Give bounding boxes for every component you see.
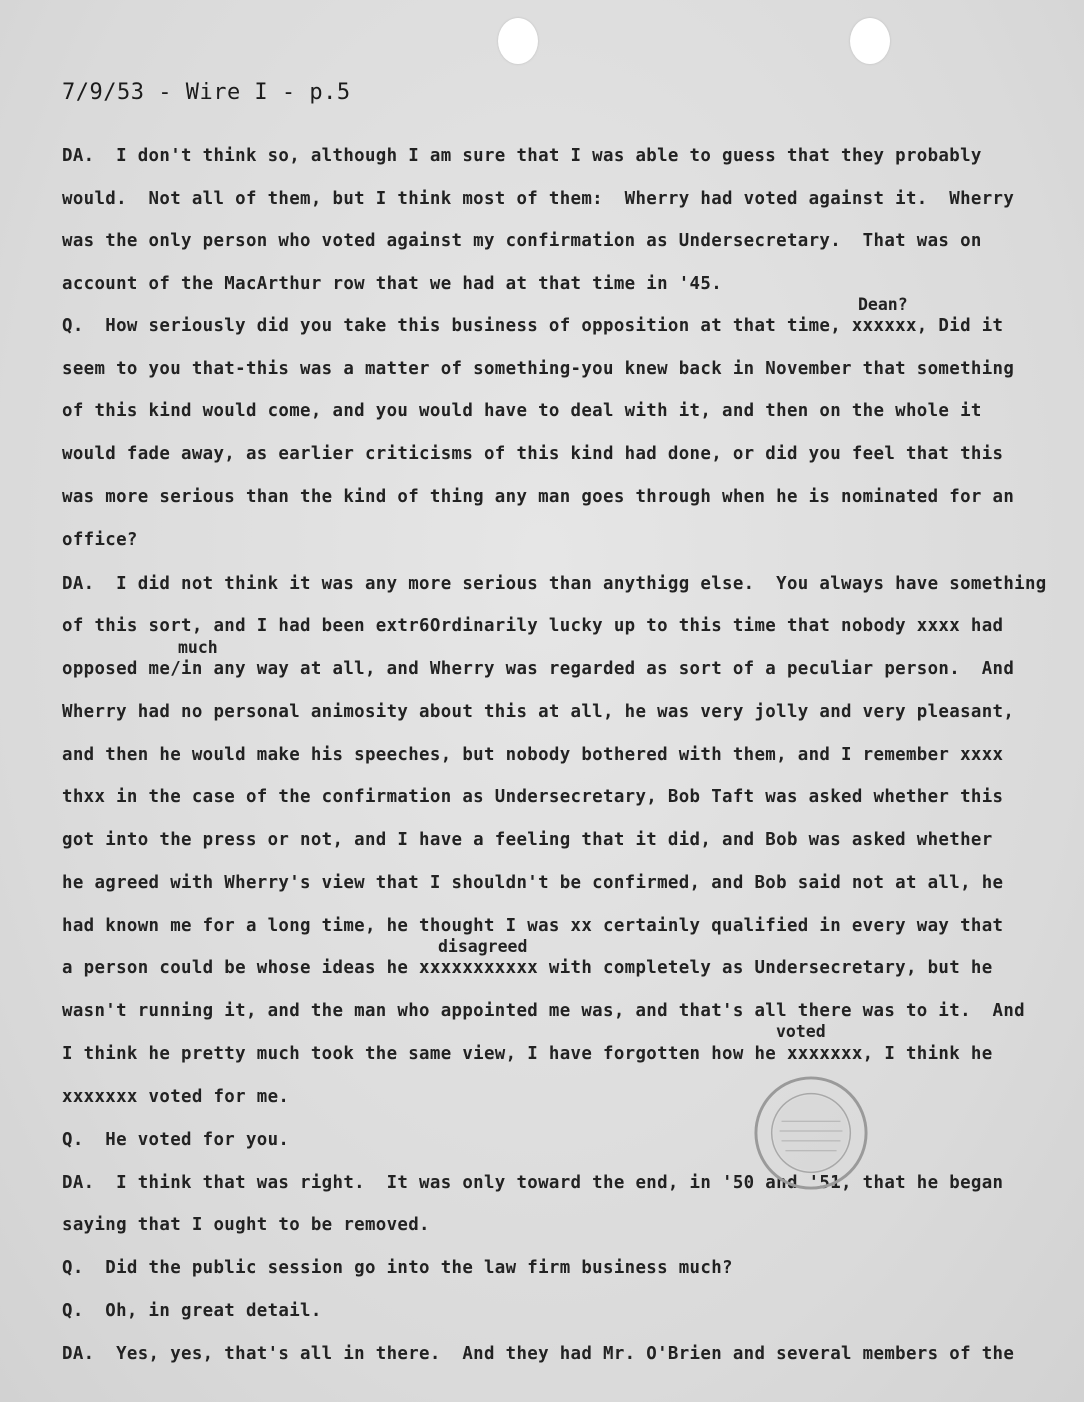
text-line: would. Not all of them, but I think most of them: Wherry had voted against it. Wherry bbox=[62, 189, 1015, 209]
text-line: had known me for a long time, he thought I was xx certainly qualified in every way that bbox=[62, 916, 1004, 936]
text-line: Q. He voted for you. bbox=[62, 1130, 290, 1150]
text-line: a person could be whose ideas he xxxxxxxxxxx with completely as Undersecretary, but he bbox=[62, 958, 993, 978]
text-line: Q. Oh, in great detail. bbox=[62, 1301, 322, 1321]
handwritten-note-disagreed: disagreed bbox=[438, 937, 528, 956]
text-line: xxxxxxx voted for me. bbox=[62, 1087, 290, 1107]
text-line: of this kind would come, and you would have to deal with it, and then on the whole it bbox=[62, 401, 982, 421]
text-line: account of the MacArthur row that we had at that time in '45. bbox=[62, 274, 723, 294]
text-line: DA. I don't think so, although I am sure that I was able to guess that they probably bbox=[62, 146, 982, 166]
text-line: was the only person who voted against my confirmation as Undersecretary. That was on bbox=[62, 231, 982, 251]
punch-hole-left bbox=[498, 18, 538, 64]
text-line: would fade away, as earlier criticisms of this kind had done, or did you feel that this bbox=[62, 444, 1004, 464]
text-line: wasn't running it, and the man who appointed me was, and that's all there was to it. And bbox=[62, 1001, 1025, 1021]
punch-hole-right bbox=[850, 18, 890, 64]
text-line: thxx in the case of the confirmation as Undersecretary, Bob Taft was asked whether this bbox=[62, 787, 1004, 807]
text-line: DA. Yes, yes, that's all in there. And they had Mr. O'Brien and several members of the bbox=[62, 1344, 1015, 1364]
text-line: of this sort, and I had been extr6Ordinarily lucky up to this time that nobody xxxx had bbox=[62, 616, 1004, 636]
text-line: was more serious than the kind of thing any man goes through when he is nominated for an bbox=[62, 487, 1015, 507]
text-line: he agreed with Wherry's view that I shouldn't be confirmed, and Bob said not at all, he bbox=[62, 873, 1004, 893]
page-header: 7/9/53 - Wire I - p.5 bbox=[62, 80, 351, 105]
text-line: Wherry had no personal animosity about this at all, he was very jolly and very pleasant, bbox=[62, 702, 1015, 722]
text-line: office? bbox=[62, 530, 138, 550]
text-line: DA. I did not think it was any more serious than anythigg else. You always have something bbox=[62, 574, 1047, 594]
text-line: opposed me/in any way at all, and Wherry was regarded as sort of a peculiar person. And bbox=[62, 659, 1015, 679]
text-line: and then he would make his speeches, but nobody bothered with them, and I remember xxxx bbox=[62, 745, 1004, 765]
text-line: Q. How seriously did you take this business of opposition at that time, xxxxxx, Did it bbox=[62, 316, 1004, 336]
handwritten-note-much: much bbox=[178, 638, 218, 657]
text-line: seem to you that-this was a matter of something-you knew back in November that something bbox=[62, 359, 1015, 379]
text-line: Q. Did the public session go into the law firm business much? bbox=[62, 1258, 733, 1278]
handwritten-note-dean: Dean? bbox=[858, 295, 908, 314]
text-line: I think he pretty much took the same view, I have forgotten how he xxxxxxx, I think he bbox=[62, 1044, 993, 1064]
text-line: got into the press or not, and I have a feeling that it did, and Bob was asked whether bbox=[62, 830, 993, 850]
handwritten-note-voted: voted bbox=[776, 1022, 826, 1041]
text-line: saying that I ought to be removed. bbox=[62, 1215, 430, 1235]
text-line: DA. I think that was right. It was only toward the end, in '50 and '51, that he began bbox=[62, 1173, 1004, 1193]
archive-stamp-seal bbox=[752, 1074, 870, 1192]
